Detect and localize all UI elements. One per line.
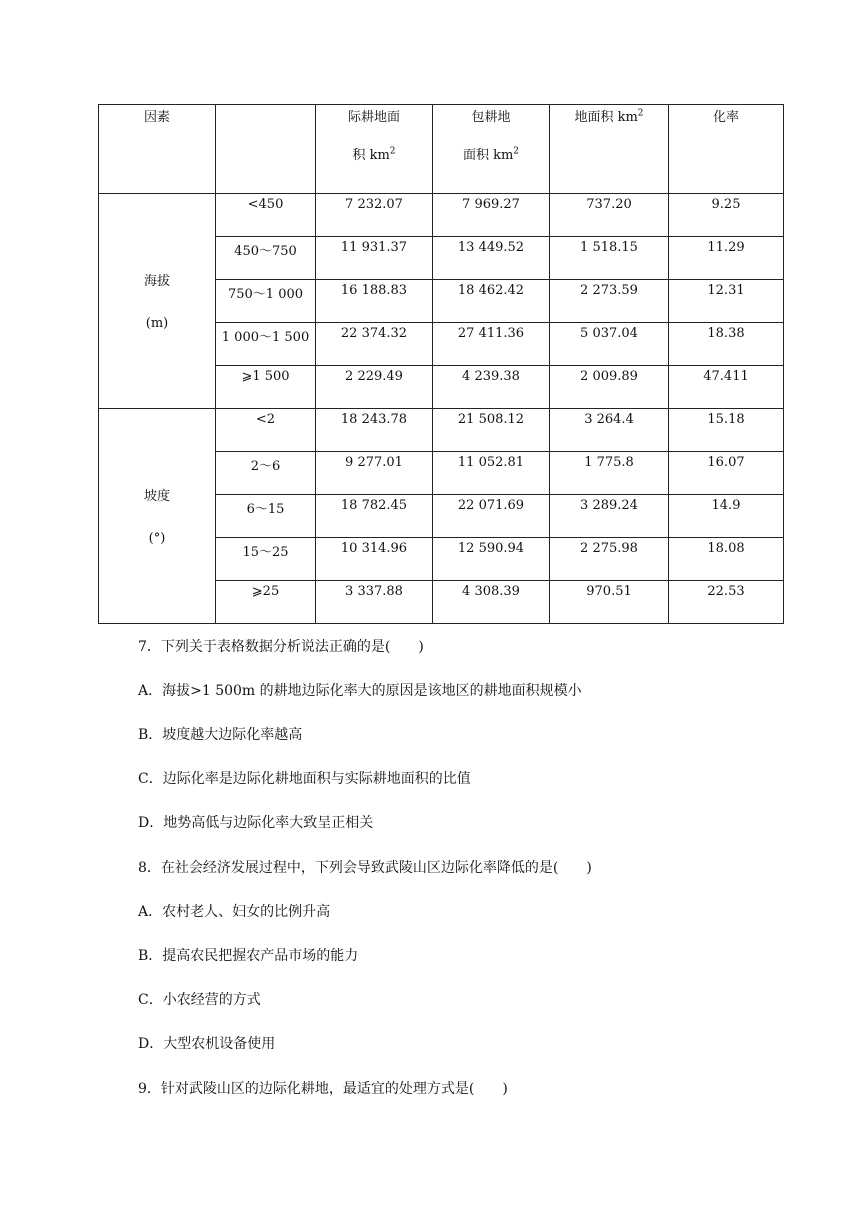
cell-actual: 11 931.37 xyxy=(316,237,433,280)
cell-contract: 4 239.38 xyxy=(433,366,550,409)
cell-contract: 22 071.69 xyxy=(433,495,550,538)
header-actual-area: 际耕地面 积 $km^2$ xyxy=(316,105,433,194)
group-label-slope: 坡度 (°) xyxy=(99,409,216,624)
cell-range: <450 xyxy=(216,194,316,237)
cell-area: 1 518.15 xyxy=(550,237,669,280)
question-8-option-a[interactable]: A．农村老人、妇女的比例升高 xyxy=(138,904,331,920)
cell-rate: 9.25 xyxy=(669,194,784,237)
header-marginal-area: 地面积 $km^2$ xyxy=(550,105,669,194)
header-contract-area: 包耕地 面积 $km^2$ xyxy=(433,105,550,194)
question-8-stem: 8．在社会经济发展过程中，下列会导致武陵山区边际化率降低的是( ) xyxy=(138,860,592,876)
question-7-option-d[interactable]: D．地势高低与边际化率大致呈正相关 xyxy=(138,815,374,831)
question-7-stem: 7．下列关于表格数据分析说法正确的是( ) xyxy=(138,639,424,655)
question-8-option-b[interactable]: B．提高农民把握农产品市场的能力 xyxy=(138,948,359,964)
cell-actual: 3 337.88 xyxy=(316,581,433,624)
cell-actual: 9 277.01 xyxy=(316,452,433,495)
cell-range: 6～15 xyxy=(216,495,316,538)
cell-area: 5 037.04 xyxy=(550,323,669,366)
cell-range: ⩾25 xyxy=(216,581,316,624)
cell-actual: 16 188.83 xyxy=(316,280,433,323)
cell-area: 3 264.4 xyxy=(550,409,669,452)
cell-rate: 22.53 xyxy=(669,581,784,624)
table-row xyxy=(99,194,784,237)
question-7-option-a[interactable]: A．海拔>1 500m 的耕地边际化率大的原因是该地区的耕地面积规模小 xyxy=(138,683,582,699)
group-label-altitude: 海拔 (m) xyxy=(99,194,216,409)
cell-actual: 10 314.96 xyxy=(316,538,433,581)
table-header-row xyxy=(99,105,784,194)
cell-area: 2 275.98 xyxy=(550,538,669,581)
cell-area: 3 289.24 xyxy=(550,495,669,538)
cell-contract: 7 969.27 xyxy=(433,194,550,237)
header-factor: 因素 xyxy=(99,105,216,194)
question-9-stem: 9．针对武陵山区的边际化耕地，最适宜的处理方式是( ) xyxy=(138,1081,508,1097)
cell-range: 450～750 xyxy=(216,237,316,280)
cell-rate: 12.31 xyxy=(669,280,784,323)
cell-contract: 4 308.39 xyxy=(433,581,550,624)
cell-contract: 13 449.52 xyxy=(433,237,550,280)
cell-contract: 11 052.81 xyxy=(433,452,550,495)
cell-area: 737.20 xyxy=(550,194,669,237)
cell-range: 750～1 000 xyxy=(216,280,316,323)
cell-range: 2～6 xyxy=(216,452,316,495)
cell-area: 2 273.59 xyxy=(550,280,669,323)
cell-rate: 16.07 xyxy=(669,452,784,495)
header-range xyxy=(216,105,316,194)
cell-rate: 47.411 xyxy=(669,366,784,409)
cell-rate: 15.18 xyxy=(669,409,784,452)
cell-rate: 18.08 xyxy=(669,538,784,581)
cell-rate: 14.9 xyxy=(669,495,784,538)
table-row xyxy=(99,409,784,452)
cell-range: ⩾1 500 xyxy=(216,366,316,409)
cell-area: 2 009.89 xyxy=(550,366,669,409)
question-7-option-c[interactable]: C．边际化率是边际化耕地面积与实际耕地面积的比值 xyxy=(138,771,471,787)
cell-contract: 21 508.12 xyxy=(433,409,550,452)
cell-contract: 27 411.36 xyxy=(433,323,550,366)
question-7-option-b[interactable]: B．坡度越大边际化率越高 xyxy=(138,727,303,743)
header-rate: 化率 xyxy=(669,105,784,194)
cell-area: 1 775.8 xyxy=(550,452,669,495)
cell-actual: 18 243.78 xyxy=(316,409,433,452)
cell-contract: 18 462.42 xyxy=(433,280,550,323)
question-8-option-c[interactable]: C．小农经营的方式 xyxy=(138,992,261,1008)
cell-contract: 12 590.94 xyxy=(433,538,550,581)
cell-actual: 7 232.07 xyxy=(316,194,433,237)
cell-range: 15～25 xyxy=(216,538,316,581)
cell-range: 1 000～1 500 xyxy=(216,323,316,366)
cell-range: <2 xyxy=(216,409,316,452)
cell-actual: 2 229.49 xyxy=(316,366,433,409)
cell-rate: 18.38 xyxy=(669,323,784,366)
cell-area: 970.51 xyxy=(550,581,669,624)
cell-actual: 18 782.45 xyxy=(316,495,433,538)
cell-actual: 22 374.32 xyxy=(316,323,433,366)
cell-rate: 11.29 xyxy=(669,237,784,280)
question-8-option-d[interactable]: D．大型农机设备使用 xyxy=(138,1036,276,1052)
data-table xyxy=(98,104,784,624)
